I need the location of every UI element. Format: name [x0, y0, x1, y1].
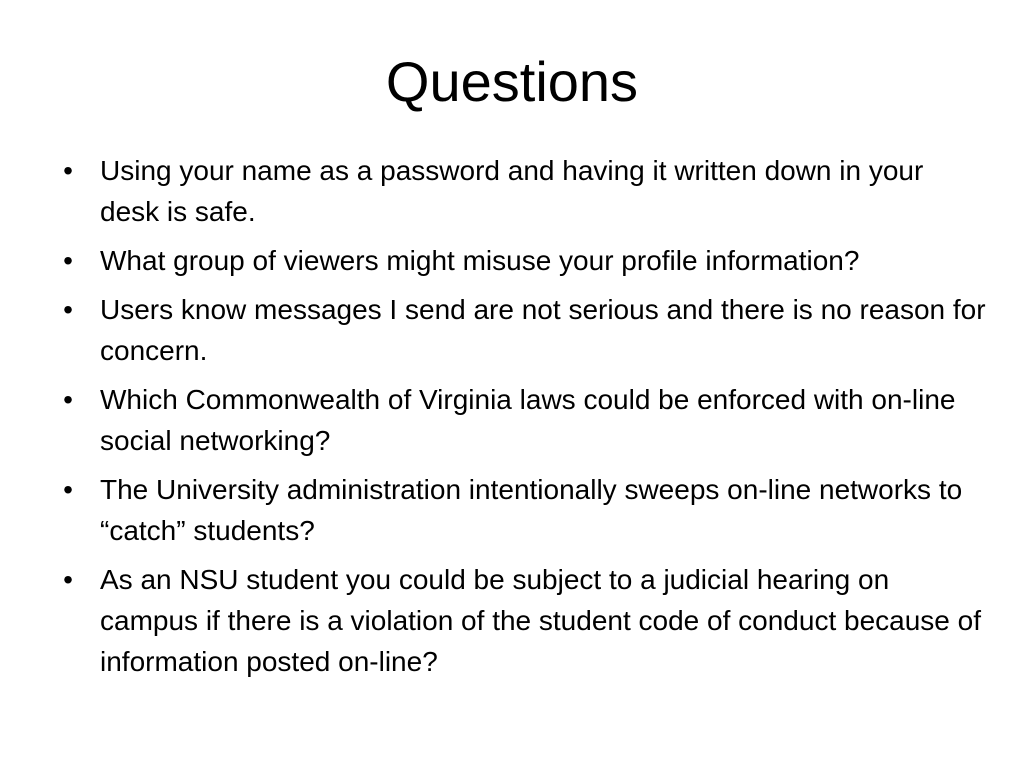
bullet-icon: • — [63, 245, 73, 276]
bullet-item — [56, 559, 986, 682]
bullet-icon: • — [63, 384, 73, 415]
bullet-text: Users know messages I send are not serious and there is no reason for concern. — [100, 294, 986, 366]
bullet-item — [56, 469, 986, 551]
bullet-text: What group of viewers might misuse your profile information? — [100, 245, 860, 276]
bullet-icon: • — [63, 294, 73, 325]
bullet-item — [56, 289, 986, 371]
bullet-icon: • — [63, 155, 73, 186]
bullet-item — [56, 150, 986, 232]
bullet-item — [56, 240, 986, 281]
bullet-text: As an NSU student you could be subject to a judicial hearing on campus if there is a violation of the student code of conduct because of information posted on-line? — [100, 564, 981, 677]
bullet-icon: • — [63, 474, 73, 505]
bullet-text: The University administration intentionally sweeps on-line networks to “catch” students? — [100, 474, 963, 546]
bullet-item — [56, 379, 986, 461]
bullet-list — [56, 150, 986, 690]
bullet-text: Which Commonwealth of Virginia laws could be enforced with on-line social networking? — [100, 384, 956, 456]
bullet-icon: • — [63, 564, 73, 595]
slide-title: Questions — [385, 50, 639, 113]
bullet-text: Using your name as a password and having it written down in your desk is safe. — [100, 155, 924, 227]
